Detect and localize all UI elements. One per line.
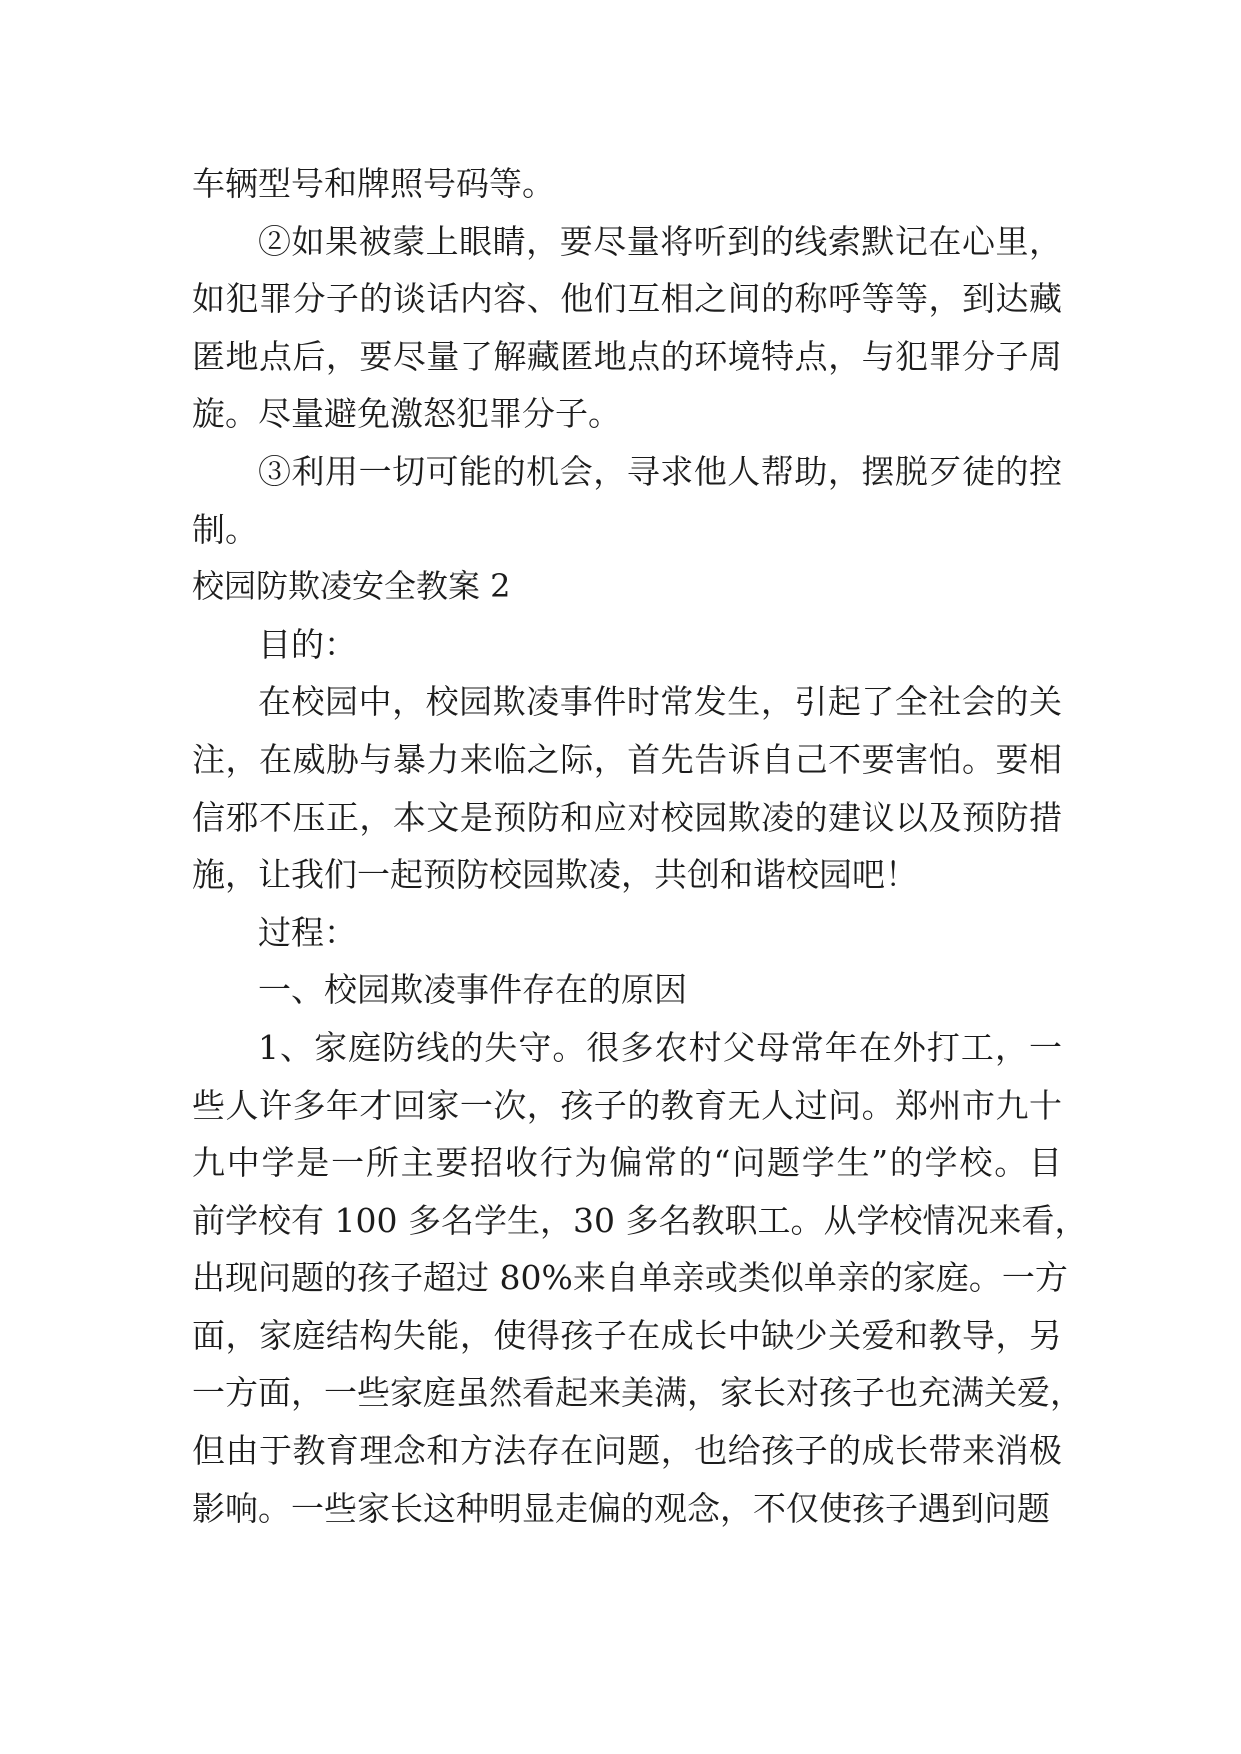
text-line: 旋。尽量避免激怒犯罪分子。 bbox=[192, 394, 621, 434]
text-line: 些人许多年才回家一次，孩子的教育无人过问。郑州市九十 bbox=[192, 1085, 1062, 1125]
paragraph bbox=[192, 961, 1062, 1019]
text-line: 但由于教育理念和方法存在问题，也给孩子的成长带来消极 bbox=[192, 1431, 1062, 1471]
paragraph bbox=[192, 616, 1062, 674]
text-line: 九中学是一所主要招收行为偏常的“问题学生”的学校。目 bbox=[192, 1143, 1062, 1183]
text-line: 信邪不压正，本文是预防和应对校园欺凌的建议以及预防措 bbox=[192, 797, 1062, 837]
text-line: 出现问题的孩子超过 80%来自单亲或类似单亲的家庭。一方 bbox=[192, 1258, 1068, 1298]
text-line: 前学校有 100 多名学生，30 多名教职工。从学校情况来看， bbox=[192, 1200, 1088, 1240]
text-line: 施，让我们一起预防校园欺凌，共创和谐校园吧！ bbox=[192, 855, 918, 895]
text-line: ③利用一切可能的机会，寻求他人帮助，摆脱歹徒的控 bbox=[258, 451, 1062, 491]
text-line: 面，家庭结构失能，使得孩子在成长中缺少关爱和教导，另 bbox=[192, 1315, 1062, 1355]
text-line: 1、家庭防线的失守。很多农村父母常年在外打工，一 bbox=[258, 1027, 1062, 1067]
text-line: 车辆型号和牌照号码等。 bbox=[192, 164, 555, 203]
paragraph bbox=[192, 213, 1062, 443]
text-line: 过程： bbox=[258, 912, 357, 952]
text-line: 制。 bbox=[192, 509, 258, 549]
document-body bbox=[192, 155, 1088, 1537]
text-line: 校园防欺凌安全教案 2 bbox=[192, 567, 511, 606]
text-line: 如犯罪分子的谈话内容、他们互相之间的称呼等等，到达藏 bbox=[192, 279, 1062, 319]
text-line: 一方面，一些家庭虽然看起来美满，家长对孩子也充满关爱， bbox=[192, 1373, 1083, 1413]
text-line: 影响。一些家长这种明显走偏的观念，不仅使孩子遇到问题 bbox=[192, 1488, 1050, 1528]
text-line: 目的： bbox=[258, 624, 357, 664]
section-heading bbox=[192, 558, 1062, 616]
paragraph bbox=[192, 673, 1062, 903]
text-line: ②如果被蒙上眼睛，要尽量将听到的线索默记在心里， bbox=[258, 221, 1062, 261]
text-line: 一、校园欺凌事件存在的原因 bbox=[258, 970, 687, 1010]
paragraph bbox=[192, 443, 1062, 558]
paragraph bbox=[192, 904, 1062, 962]
paragraph bbox=[192, 1019, 1088, 1537]
text-line: 在校园中，校园欺凌事件时常发生，引起了全社会的关 bbox=[258, 682, 1062, 722]
text-line: 匿地点后，要尽量了解藏匿地点的环境特点，与犯罪分子周 bbox=[192, 336, 1062, 376]
paragraph bbox=[192, 155, 1062, 213]
text-line: 注，在威胁与暴力来临之际，首先告诉自己不要害怕。要相 bbox=[192, 739, 1062, 779]
